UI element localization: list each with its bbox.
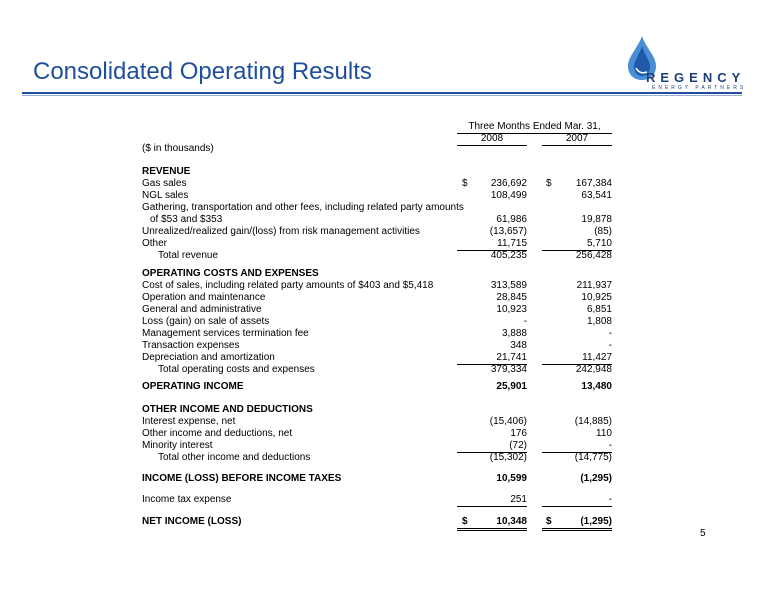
row-label: Other <box>142 238 168 249</box>
value-2008: 3,888 <box>501 328 527 339</box>
value-2007: (85) <box>594 226 612 237</box>
currency-symbol: $ <box>462 516 468 527</box>
units-note-row <box>0 143 776 155</box>
table-row <box>0 440 776 452</box>
value-2007: - <box>542 440 612 453</box>
table-row <box>0 416 776 428</box>
row-label: Minority interest <box>142 440 213 451</box>
row-label: Income tax expense <box>142 494 232 505</box>
row-label: Interest expense, net <box>142 416 236 427</box>
row-label: Depreciation and amortization <box>142 352 275 363</box>
row-label: Cost of sales, including related party amounts of $403 and $5,418 <box>142 280 434 291</box>
value-2007: 6,851 <box>586 304 612 315</box>
value-2007: 167,384 <box>575 178 612 189</box>
page-number: 5 <box>700 528 706 539</box>
row-label: Total revenue <box>158 250 219 261</box>
row-label: Management services termination fee <box>142 328 309 339</box>
table-row <box>0 202 776 214</box>
row-label: Other income and deductions, net <box>142 428 293 439</box>
value-2008: - <box>523 316 527 327</box>
value-2008: (15,302) <box>489 452 527 463</box>
value-2008: 108,499 <box>490 190 527 201</box>
table-row <box>0 238 776 250</box>
year-header-2007: 2007 <box>542 133 612 146</box>
row-label: OTHER INCOME AND DEDUCTIONS <box>142 404 313 415</box>
table-row <box>0 428 776 440</box>
value-2007: 256,428 <box>575 250 612 261</box>
value-2008: 61,986 <box>496 214 527 225</box>
table-row <box>0 190 776 202</box>
table-row <box>0 494 776 506</box>
table-row <box>0 304 776 316</box>
row-label: Operation and maintenance <box>142 292 266 303</box>
row-label: Gas sales <box>142 178 187 189</box>
value-2008: 11,715 <box>457 238 527 251</box>
logo-wordmark: REGENCY <box>646 70 746 85</box>
page-title: Consolidated Operating Results <box>33 58 372 85</box>
value-2007: (14,885) <box>574 416 612 427</box>
value-2008: 251 <box>457 494 527 507</box>
table-row <box>0 178 776 190</box>
table-row <box>0 280 776 292</box>
value-2008: 405,235 <box>490 250 527 261</box>
value-2007: 63,541 <box>581 190 612 201</box>
value-2007: - <box>608 340 612 351</box>
currency-symbol: $ <box>462 178 468 189</box>
table-row <box>0 226 776 238</box>
row-label: of $53 and $353 <box>150 214 223 225</box>
value-2008: 25,901 <box>496 381 527 392</box>
value-2007: 11,427 <box>542 352 612 365</box>
row-label: Total operating costs and expenses <box>158 364 315 375</box>
value-2008: 28,845 <box>496 292 527 303</box>
table-row <box>0 404 776 416</box>
table-row <box>0 166 776 178</box>
value-2008: 10,599 <box>496 473 527 484</box>
value-2007: 19,878 <box>581 214 612 225</box>
value-2007: 242,948 <box>575 364 612 375</box>
row-label: OPERATING COSTS AND EXPENSES <box>142 268 319 279</box>
row-label: Gathering, transportation and other fees, including related party amounts <box>142 202 464 213</box>
table-row <box>0 352 776 364</box>
table-row <box>0 328 776 340</box>
value-2008: 313,589 <box>490 280 527 291</box>
table-row <box>0 268 776 280</box>
currency-symbol: $ <box>546 178 552 189</box>
value-2008: (13,657) <box>489 226 527 237</box>
table-row <box>0 473 776 485</box>
units-note: ($ in thousands) <box>142 143 214 154</box>
value-2008: 348 <box>510 340 527 351</box>
value-2007: 13,480 <box>581 381 612 392</box>
row-label: Transaction expenses <box>142 340 240 351</box>
value-2007: 1,808 <box>586 316 612 327</box>
value-2007: - <box>608 328 612 339</box>
value-2008: 379,334 <box>490 364 527 375</box>
value-2008: (15,406) <box>489 416 527 427</box>
value-2007: (14,775) <box>574 452 612 463</box>
value-2008: 10,348 <box>457 516 527 531</box>
period-header: Three Months Ended Mar. 31, <box>457 121 612 134</box>
value-2008: 176 <box>510 428 527 439</box>
value-2007: (1,295) <box>542 516 612 531</box>
table-row <box>0 340 776 352</box>
row-label: REVENUE <box>142 166 191 177</box>
logo-subtitle: ENERGY PARTNERS <box>652 85 747 91</box>
row-label: Loss (gain) on sale of assets <box>142 316 270 327</box>
value-2007: - <box>542 494 612 507</box>
value-2008: 10,923 <box>496 304 527 315</box>
value-2007: 110 <box>596 428 612 439</box>
value-2007: 10,925 <box>581 292 612 303</box>
row-label: NGL sales <box>142 190 189 201</box>
table-row <box>0 364 776 376</box>
row-label: NET INCOME (LOSS) <box>142 516 242 527</box>
value-2008: 236,692 <box>490 178 527 189</box>
table-row <box>0 316 776 328</box>
table-row <box>0 250 776 262</box>
currency-symbol: $ <box>546 516 552 527</box>
value-2007: (1,295) <box>580 473 612 484</box>
table-row <box>0 292 776 304</box>
value-2007: 5,710 <box>542 238 612 251</box>
table-row <box>0 516 776 528</box>
value-2008: 21,741 <box>457 352 527 365</box>
row-label: Unrealized/realized gain/(loss) from risk management activities <box>142 226 420 237</box>
table-row <box>0 214 776 226</box>
value-2007: 211,937 <box>576 280 612 291</box>
row-label: General and administrative <box>142 304 262 315</box>
row-label: INCOME (LOSS) BEFORE INCOME TAXES <box>142 473 342 484</box>
table-row <box>0 381 776 393</box>
row-label: Total other income and deductions <box>158 452 311 463</box>
table-row <box>0 452 776 464</box>
row-label: OPERATING INCOME <box>142 381 244 392</box>
value-2008: (72) <box>457 440 527 453</box>
year-header-2008: 2008 <box>457 133 527 146</box>
